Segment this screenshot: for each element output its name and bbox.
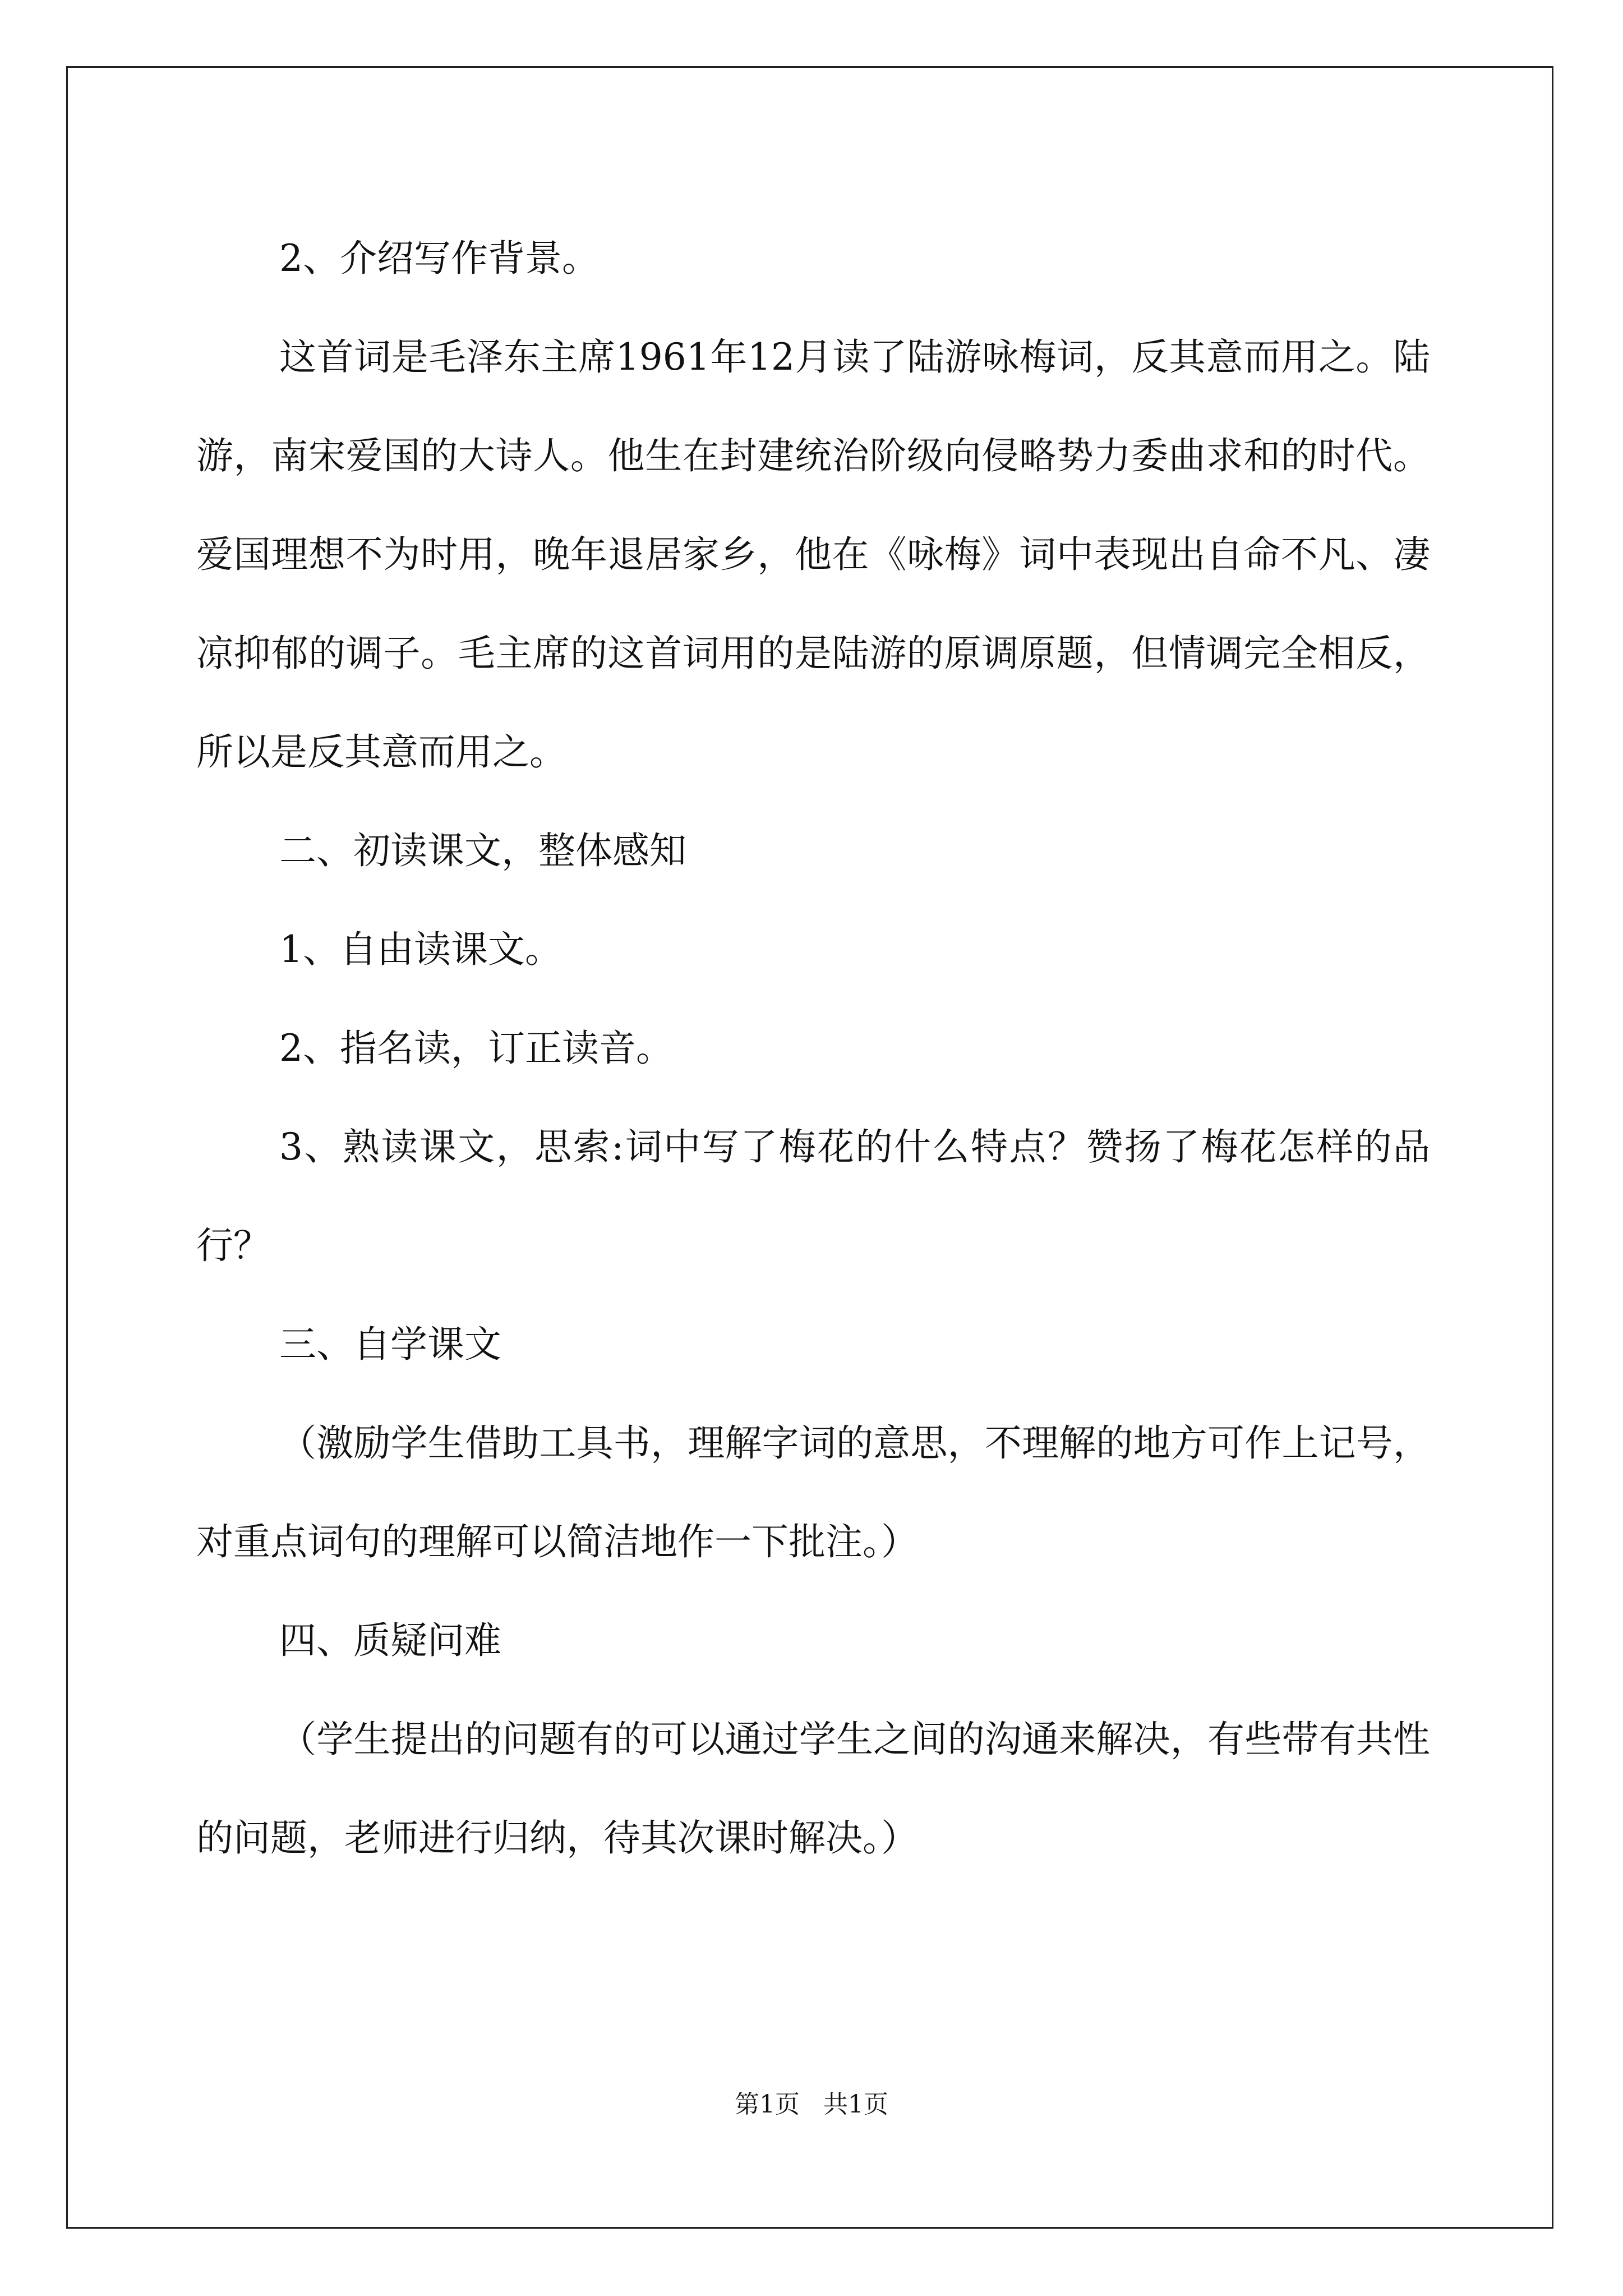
paragraph: 2、指名读，订正读音。: [279, 1027, 673, 1070]
section-heading: 四、质疑问难: [279, 1619, 501, 1662]
page-total: 共1页: [823, 2090, 888, 2119]
document-body: [196, 209, 1430, 1888]
paragraph: （激励学生借助工具书，理解字词的意思，不理解的地方可作上记号，对重点词句的理解可以简洁地作一下批注。）: [196, 1421, 1430, 1563]
paragraph: 3、熟读课文，思索:词中写了梅花的什么特点？赞扬了梅花怎样的品行？: [196, 1125, 1430, 1267]
section-heading: 三、自学课文: [279, 1323, 501, 1366]
paragraph: 2、介绍写作背景。: [279, 237, 599, 280]
page-footer: [0, 2088, 1623, 2122]
paragraph: 这首词是毛泽东主席1961年12月读了陆游咏梅词，反其意而用之。陆游，南宋爱国的大诗人。他生在封建统治阶级向侵略势力委曲求和的时代。爱国理想不为时用，晚年退居家乡，他在《咏梅》词中表现出自命不凡、凄凉抑郁的调子。毛主席的这首词用的是陆游的原调原题，但情调完全相反，所以是反其意而用之。: [196, 335, 1430, 774]
paragraph: （学生提出的问题有的可以通过学生之间的沟通来解决，有些带有共性的问题，老师进行归纳，待其次课时解决。）: [196, 1718, 1430, 1860]
page-number: 第1页: [735, 2090, 800, 2119]
paragraph: 1、自由读课文。: [279, 928, 562, 971]
section-heading: 二、初读课文，整体感知: [279, 829, 686, 872]
